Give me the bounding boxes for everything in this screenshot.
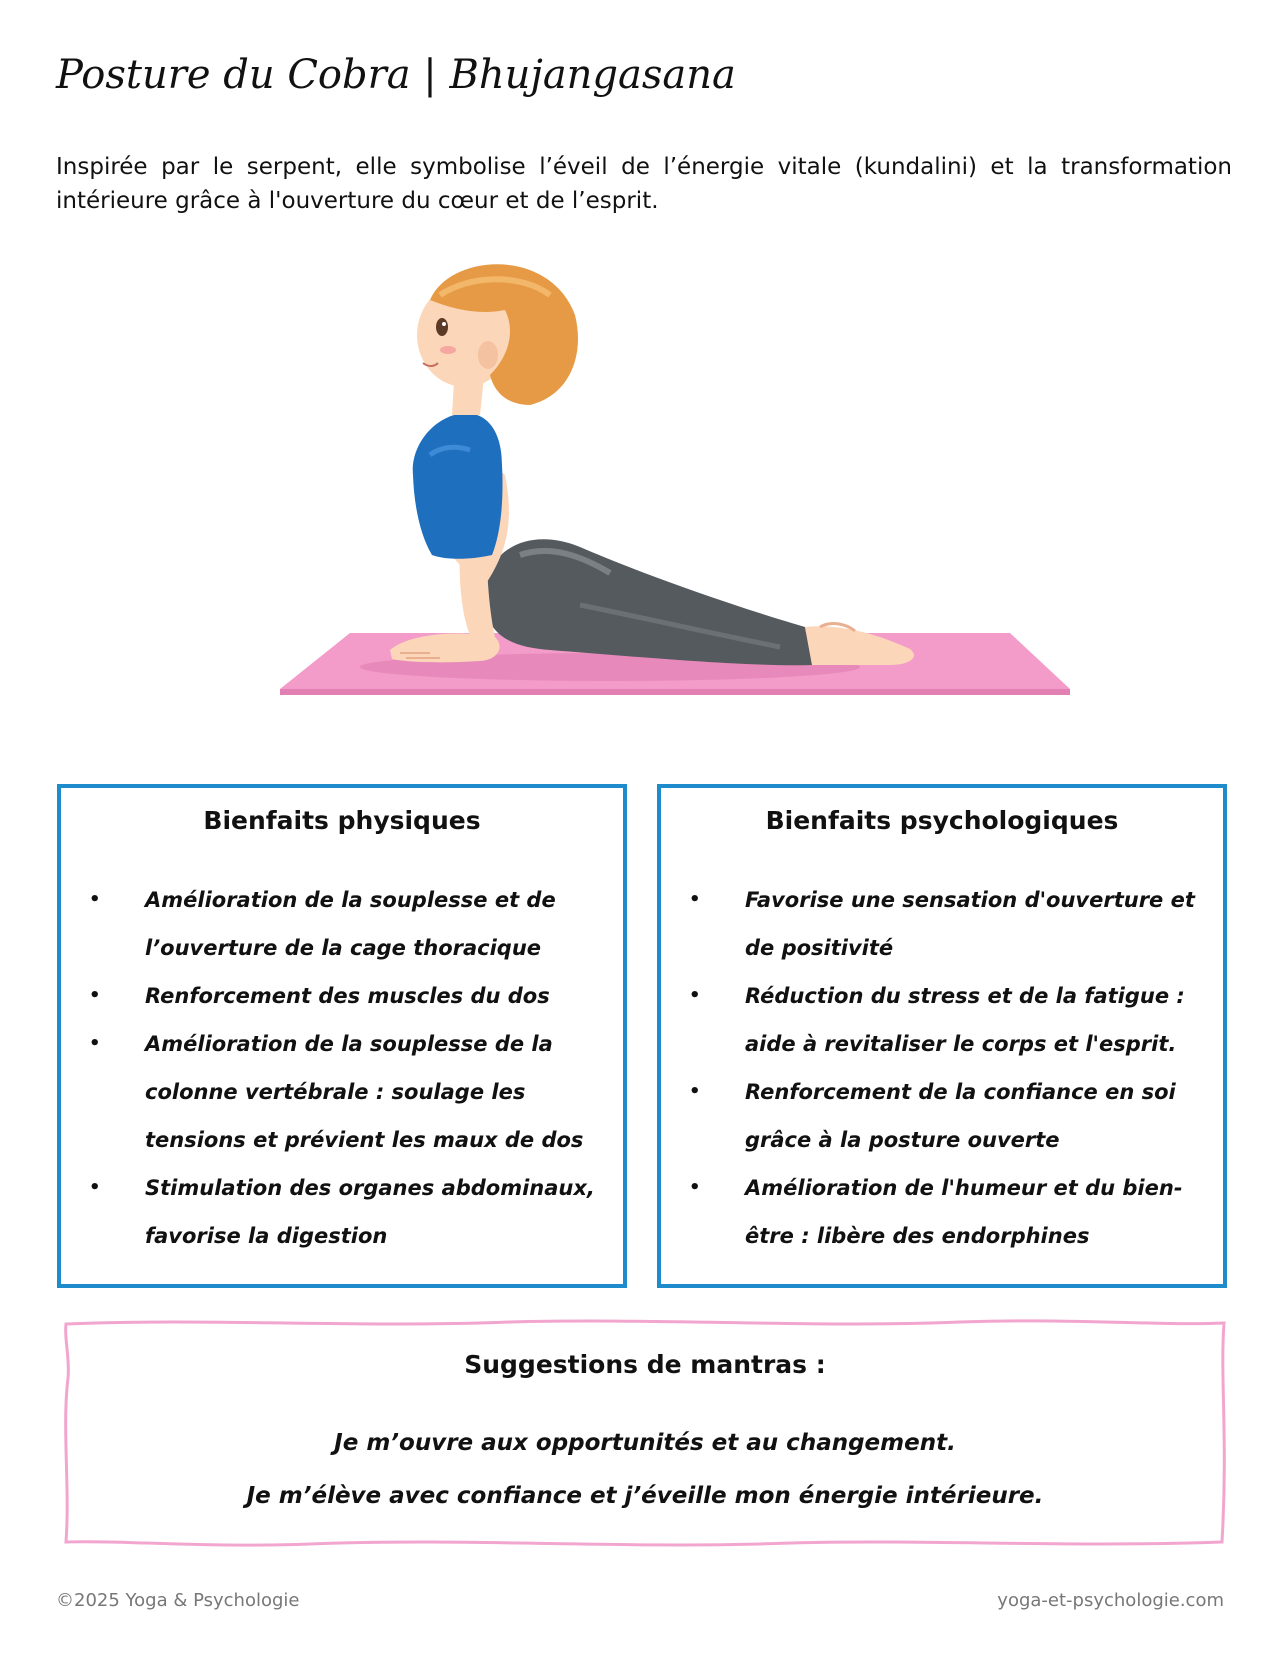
physical-benefits-box [57,784,627,1288]
intro-paragraph: Inspirée par le serpent, elle symbolise l’éveil de l’énergie vitale (kundalini) et la transformation intérieure grâce à l'ouverture du cœur et de l’esprit. [56,154,1232,214]
list-item: • Stimulation des organes abdominaux, favorise la digestion [89,1164,605,1260]
bullet-icon: • [689,889,701,910]
list-item: • Amélioration de l'humeur et du bien-être : libère des endorphines [689,1164,1205,1260]
page-title: Posture du Cobra | Bhujangasana [56,52,736,98]
cobra-pose-girl-icon [280,255,1070,735]
mantra-line: Je m’élève avec confiance et j’éveille mon énergie intérieure. [246,1483,1044,1509]
physical-benefits-list [89,876,605,1260]
psychological-benefits-title: Bienfaits psychologiques [765,806,1119,835]
bullet-icon: • [89,889,101,910]
bullet-icon: • [89,985,101,1006]
mantras-box [60,1318,1230,1548]
bullet-icon: • [89,1033,101,1054]
mantra-line: Je m’ouvre aux opportunités et au changement. [334,1430,956,1456]
psychological-benefits-list [689,876,1205,1260]
list-item: • Renforcement des muscles du dos [89,972,605,1020]
psychological-benefits-box [657,784,1227,1288]
bullet-icon: • [89,1177,101,1198]
cobra-pose-illustration [280,255,1070,735]
copyright-text: ©2025 Yoga & Psychologie [56,1590,300,1611]
list-item: • Réduction du stress et de la fatigue : aide à revitaliser le corps et l'esprit. [689,972,1205,1068]
website-link[interactable]: yoga-et-psychologie.com [997,1590,1224,1611]
mantras-title: Suggestions de mantras : [464,1350,826,1379]
bullet-icon: • [689,985,701,1006]
bullet-icon: • [689,1081,701,1102]
list-item: • Amélioration de la souplesse et de l’ouverture de la cage thoracique [89,876,605,972]
list-item: • Favorise une sensation d'ouverture et de positivité [689,876,1205,972]
physical-benefits-title: Bienfaits physiques [203,806,481,835]
list-item: • Renforcement de la confiance en soi grâce à la posture ouverte [689,1068,1205,1164]
bullet-icon: • [689,1177,701,1198]
list-item: • Amélioration de la souplesse de la colonne vertébrale : soulage les tensions et prévient les maux de dos [89,1020,605,1164]
